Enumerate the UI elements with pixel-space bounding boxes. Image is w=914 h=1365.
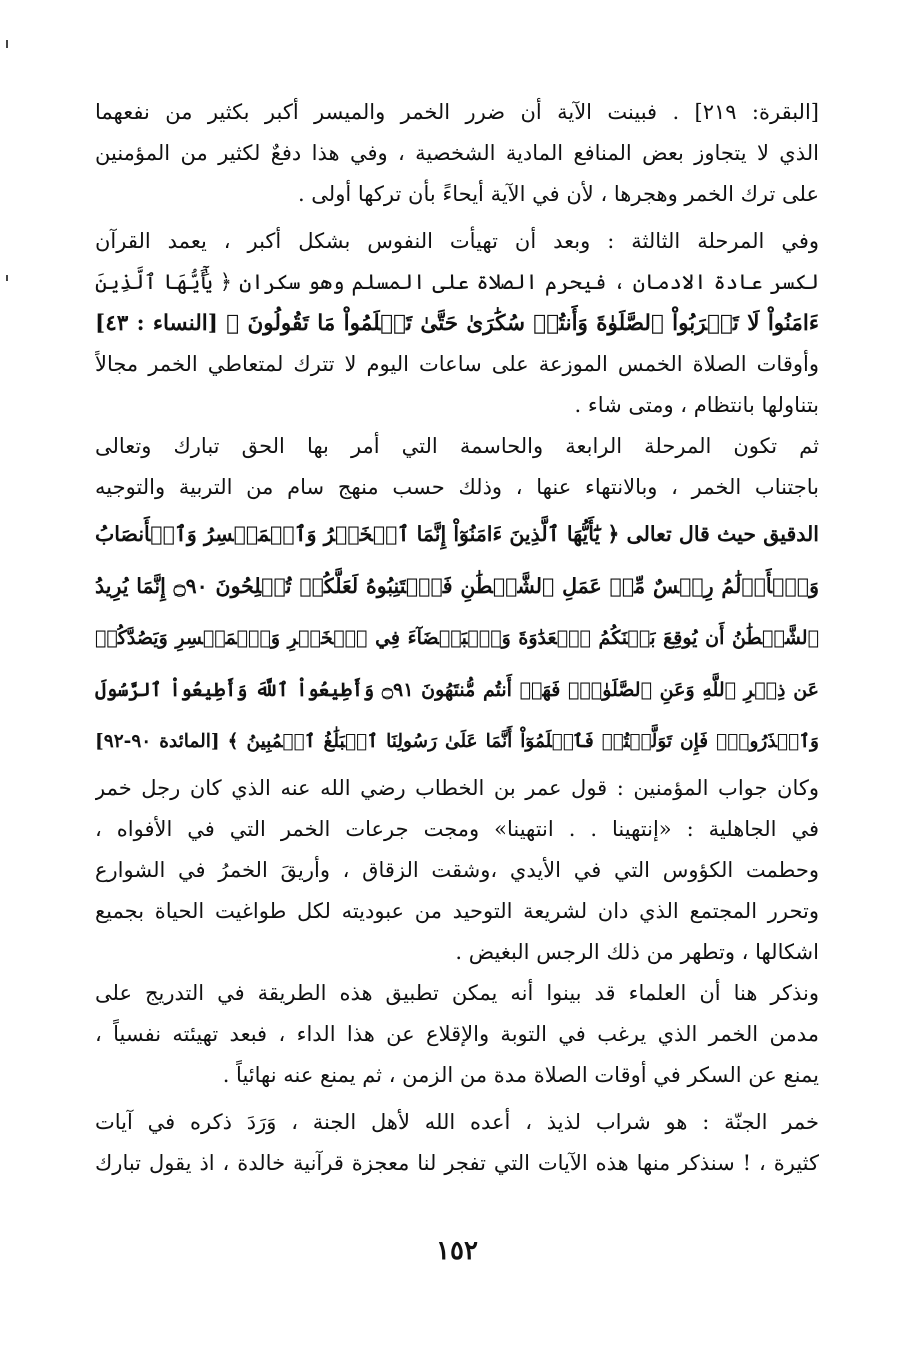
text-line: وأوقات الصلاة الخمس الموزعة على ساعات اليوم لا تترك لمتعاطي الخمر مجالاً	[95, 352, 819, 376]
text-line: الذي لا يتجاوز بعض المنافع المادية الشخصية ، وفي هذا دفعٌ لكثير من المؤمنين	[95, 141, 819, 165]
text-line: اشكالها ، وتطهر من ذلك الرجس البغيض .	[455, 940, 819, 964]
quran-verse-line: وَٱحۡذَرُواْۚ فَإِن تَوَلَّيۡتُمۡ فَٱعۡلَمُوٓاْ أَنَّمَا عَلَىٰ رَسُولِنَا ٱلۡبَلَٰغُ ٱلۡمُبِينُ ﴾ [المائدة ٩٠-٩٢]	[95, 731, 819, 752]
text-line: بتناولها بانتظام ، ومتى شاء .	[574, 393, 819, 417]
text-line: وتحرر المجتمع الذي دان لشريعة التوحيد من عبوديته لكل طواغيت الحياة بجميع	[95, 899, 819, 923]
text-line: وفي المرحلة الثالثة : وبعد أن تهيأت النفوس بشكل أكبر ، يعمد القرآن	[95, 229, 819, 253]
page-number: ١٥٢	[436, 1236, 478, 1266]
text-line: باجتناب الخمر ، وبالانتهاء عنها ، وذلك حسب منهج سام من التربية والتوجيه	[95, 475, 819, 499]
quran-verse-line: ءَامَنُواْ لَا تَقۡرَبُواْ ٱلصَّلَوٰةَ وَأَنتُمۡ سُكَٰرَىٰ حَتَّىٰ تَعۡلَمُواْ مَا تَقُولُونَ ﴾ [النساء : ٤٣]	[95, 311, 819, 336]
text-line: [البقرة: ٢١٩] . فبينت الآية أن ضرر الخمر والميسر أكبر بكثير من نفعهما	[95, 100, 819, 124]
text-line: مدمن الخمر الذي يرغب في التوبة والإقلاع عن هذا الداء ، فبعد تهيئته نفسياً ،	[95, 1022, 819, 1046]
text-line: كثيرة ، ! سنذكر منها هذه الآيات التي تفجر لنا معجزة قرآنية خالدة ، اذ يقول تبارك	[95, 1151, 819, 1175]
quran-verse-line: ٱلشَّيۡطَٰنُ أَن يُوقِعَ بَيۡنَكُمُ ٱلۡعَدَٰوَةَ وَٱلۡبَغۡضَآءَ فِي ٱلۡخَمۡرِ وَٱلۡمَيۡسِرِ وَيَصُدَّكُمۡ	[95, 627, 819, 649]
text-line: في الجاهلية : «إنتهينا . . انتهينا» ومجت جرعات الخمر التي في الأفواه ،	[95, 817, 819, 841]
scan-artifact	[6, 40, 8, 48]
quran-verse-line: عَن ذِكۡرِ ٱللَّهِ وَعَنِ ٱلصَّلَوٰةِۖ فَهَلۡ أَنتُم مُّنتَهُونَ ۝٩١ وَأَطِيعُواْ ٱللَّهَ وَأَطِيعُواْ ٱلرَّسُولَ	[95, 679, 819, 701]
text-line: خمر الجنّة : هو شراب لذيذ ، أعده الله لأهل الجنة ، وَرَدَ ذكره في آيات	[95, 1110, 819, 1134]
text-line: وحطمت الكؤوس التي في الأيدي ،وشقت الزقاق ، وأريقَ الخمرُ في الشوارع	[95, 858, 819, 882]
text-line: على ترك الخمر وهجرها ، لأن في الآية أيحاءً بأن تركها أولى .	[297, 182, 819, 206]
text-line: ثم تكون المرحلة الرابعة والحاسمة التي أمر بها الحق تبارك وتعالى	[95, 434, 819, 458]
scan-artifact	[6, 275, 8, 281]
quran-verse-line: وَٱلۡأَزۡلَٰمُ رِجۡسٌ مِّنۡ عَمَلِ ٱلشَّيۡطَٰنِ فَٱجۡتَنِبُوهُ لَعَلَّكُمۡ تُفۡلِحُونَ ۝٩٠ إِنَّمَا يُرِيدُ	[95, 574, 819, 598]
text-line: وكان جواب المؤمنين : قول عمر بن الخطاب رضي الله عنه الذي كان رجل خمر	[95, 776, 819, 800]
text-line: يمنع عن السكر في أوقات الصلاة مدة من الزمن ، ثم يمنع عنه نهائياً .	[222, 1063, 819, 1087]
text-line: ونذكر هنا أن العلماء قد بينوا أنه يمكن تطبيق هذه الطريقة في التدريج على	[95, 981, 819, 1005]
book-page-body	[95, 92, 819, 1184]
quran-verse-line: الدقيق حيث قال تعالى ﴿ يَٰٓأَيُّهَا ٱلَّذِينَ ءَامَنُوٓاْ إِنَّمَا ٱلۡخَمۡرُ وَٱلۡمَيۡسِرُ وَٱلۡأَنصَابُ	[95, 522, 819, 546]
text-line: لكسر عادة الادمان ، فيحرم الصلاة على المسلم وهو سكران ﴿ يَٰٓأَيُّهَا ٱلَّذِينَ	[95, 270, 819, 294]
